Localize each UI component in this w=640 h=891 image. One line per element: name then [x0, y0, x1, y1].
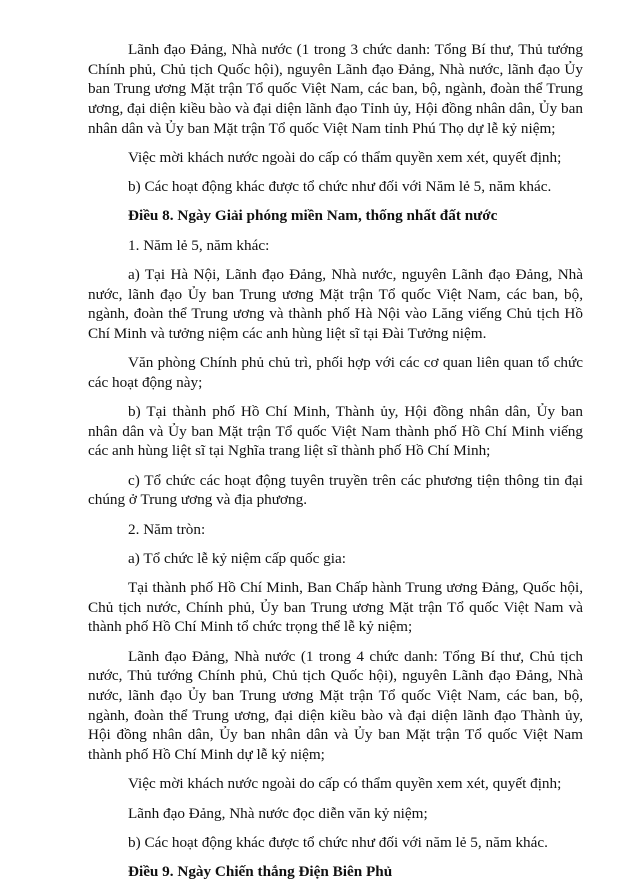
paragraph: a) Tổ chức lễ kỷ niệm cấp quốc gia: — [128, 549, 346, 567]
paragraph: b) Các hoạt động khác được tổ chức như đối với năm lẻ 5, năm khác. — [128, 833, 548, 851]
paragraph: a) Tại Hà Nội, Lãnh đạo Đảng, Nhà nước, nguyên Lãnh đạo Đảng, Nhà nước, lãnh đạo Ủy ban Trung ương Mặt trận Tổ quốc Việt Nam, các ban, bộ, ngành, đoàn thể Trung ương và thành phố Hà Nội vào Lăng viếng Chủ tịch Hồ Chí Minh và tưởng niệm các anh hùng liệt sĩ tại Đài Tưởng niệm. — [88, 265, 583, 342]
paragraph: Lãnh đạo Đảng, Nhà nước đọc diễn văn kỷ niệm; — [128, 804, 428, 822]
article-heading: Điều 8. Ngày Giải phóng miền Nam, thống nhất đất nước — [128, 207, 498, 225]
paragraph: Việc mời khách nước ngoài do cấp có thẩm quyền xem xét, quyết định; — [128, 149, 562, 167]
paragraph: Tại thành phố Hồ Chí Minh, Ban Chấp hành Trung ương Đảng, Quốc hội, Chủ tịch nước, Chính phủ, Ủy ban Trung ương Mặt trận Tổ quốc Việt Nam và thành phố Hồ Chí Minh tổ chức trọng thể lễ kỷ niệm; — [88, 578, 583, 636]
paragraph: b) Các hoạt động khác được tổ chức như đối với Năm lẻ 5, năm khác. — [128, 178, 552, 196]
paragraph: Lãnh đạo Đảng, Nhà nước (1 trong 3 chức danh: Tổng Bí thư, Thủ tướng Chính phủ, Chủ tịch Quốc hội), nguyên Lãnh đạo Đảng, Nhà nước, lãnh đạo Ủy ban Trung ương Mặt trận Tổ quốc Việt Nam, các ban, bộ, ngành, đoàn thể Trung ương, đại diện kiều bào và đại diện lãnh đạo Tỉnh ủy, Hội đồng nhân dân, Ủy ban nhân dân và Ủy ban Mặt trận Tổ quốc Việt Nam tỉnh Phú Thọ dự lễ kỷ niệm; — [88, 41, 583, 137]
paragraph: Việc mời khách nước ngoài do cấp có thẩm quyền xem xét, quyết định; — [128, 775, 562, 793]
paragraph: b) Tại thành phố Hồ Chí Minh, Thành ủy, Hội đồng nhân dân, Ủy ban nhân dân và Ủy ban Mặt trận Tổ quốc Việt Nam thành phố Hồ Chí Minh viếng các anh hùng liệt sĩ tại Nghĩa trang liệt sĩ thành phố Hồ Chí Minh; — [88, 403, 583, 460]
paragraph: c) Tổ chức các hoạt động tuyên truyền trên các phương tiện thông tin đại chúng ở Trung ương và địa phương. — [88, 471, 583, 509]
paragraph: Lãnh đạo Đảng, Nhà nước (1 trong 4 chức danh: Tổng Bí thư, Chủ tịch nước, Thủ tướng Chính phủ, Chủ tịch Quốc hội), nguyên Lãnh đạo Đảng, Nhà nước, lãnh đạo Ủy ban Trung ương Mặt trận Tổ quốc Việt Nam, các ban, bộ, ngành, đoàn thể Trung ương, đại diện kiều bào và đại diện lãnh đạo Thành ủy, Hội đồng nhân dân, Ủy ban nhân dân và Ủy ban Mặt trận Tổ quốc Việt Nam thành phố Hồ Chí Minh dự lễ kỷ niệm; — [88, 647, 583, 764]
paragraph: 1. Năm lẻ 5, năm khác: — [128, 236, 270, 254]
article-heading: Điều 9. Ngày Chiến thắng Điện Biên Phủ — [128, 862, 393, 880]
paragraph: Văn phòng Chính phủ chủ trì, phối hợp với các cơ quan liên quan tổ chức các hoạt động này; — [88, 354, 583, 391]
document-page — [88, 40, 583, 891]
paragraph: 2. Năm tròn: — [128, 520, 206, 538]
